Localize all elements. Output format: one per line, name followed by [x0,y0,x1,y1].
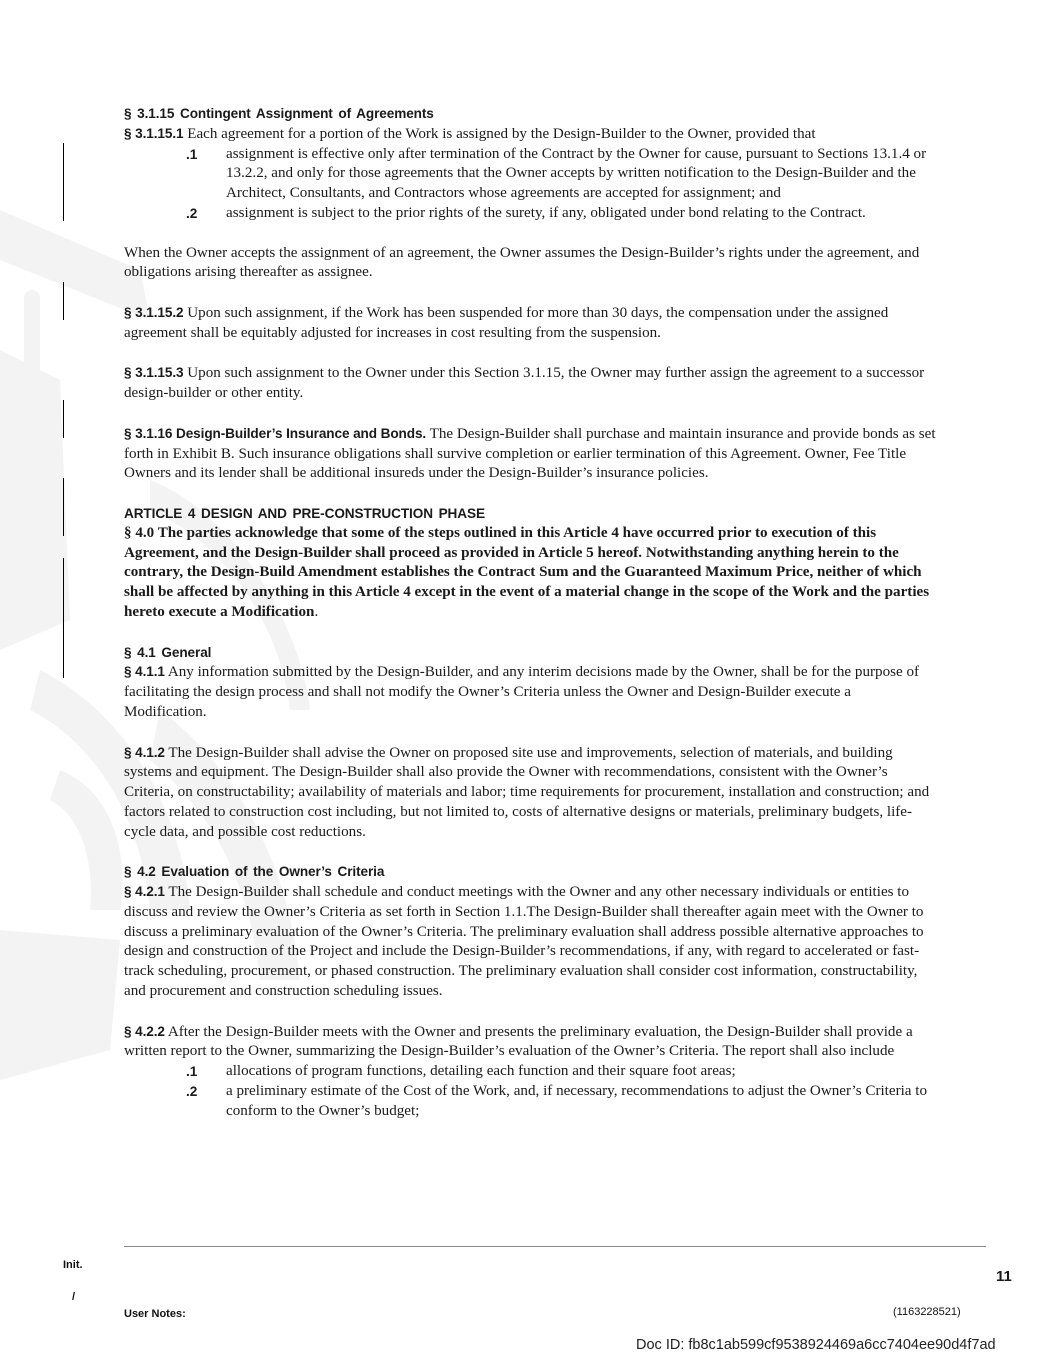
section-number: § 3.1.15.2 [124,304,184,320]
paragraph-3-1-15-1 [124,124,936,145]
section-number: § 4.1.1 [124,664,165,680]
list-number: .2 [186,1084,198,1100]
list-item [124,145,936,204]
article-heading: ARTICLE 4 DESIGN AND PRE-CONSTRUCTION PHASE [124,505,485,521]
reference-number: (1163228521) [893,1306,961,1318]
list-text: assignment is effective only after termination of the Contract by the Owner for cause, pursuant to Sections 13.1.4 or 13.2.2, and only for those agreements that the Owner accepts by written notification to the Design-Builder and the Architect, Consultants, and Contractors whose agreements are accepted for assignment; and [226,145,927,202]
section-number: § 4.1.2 [124,744,165,760]
paragraph-text: Any information submitted by the Design-Builder, and any interim decisions made by the Owner, shall be for the purpose of facilitating the design process and shall not modify the Owner’s Criteria unless the Owner and Design-Builder execute a Modification. [124,664,920,720]
paragraph-text: The Design-Builder shall advise the Owner on proposed site use and improvements, selection of materials, and building systems and equipment. The Design-Builder shall also provide the Owner with recommendations, consistent with the Owner’s Criteria, on constructability; availability of materials and labor; time requirements for procurement, installation and construction; and factors related to construction cost including, but not limited to, costs of alternative designs or materials, preliminary budgets, life-cycle data, and possible cost reductions. [124,744,930,840]
section-number: § 4.2.2 [124,1023,165,1039]
section-number: § 3.1.15.3 [124,365,184,381]
paragraph-4-1-2 [124,743,936,843]
section-heading-3-1-15: § 3.1.15 Contingent Assignment of Agreements [124,106,434,121]
period: . [314,603,319,620]
change-bar [63,282,64,320]
section-heading-3-1-16: § 3.1.16 Design-Builder’s Insurance and Bonds. [124,425,427,441]
paragraph-text: Each agreement for a portion of the Work is assigned by the Design-Builder to the Owner, provided that [183,125,816,142]
doc-id: Doc ID: fb8c1ab599cf9538924469a6cc7404ee90d4f7ad [636,1337,996,1353]
change-bar [63,558,64,678]
paragraph-4-2-1 [124,882,936,1002]
list-item [124,204,936,224]
paragraph-3-1-15-2 [124,303,936,344]
paragraph-text-bold: § 4.0 The parties acknowledge that some of the steps outlined in this Article 4 have occurred prior to execution of this Agreement, and the Design-Builder shall proceed as provided in Article 5 hereof. Notwithstanding anything herein to the contrary, the Design-Build Amendment establishes the Contract Sum and the Guaranteed Maximum Price, neither of which shall be affected by anything in this Article 4 except in the event of a material change in the scope of the Work and the parties hereto execute a Modification [124,524,930,620]
section-heading-4-2: § 4.2 Evaluation of the Owner’s Criteria [124,864,385,880]
init-slash: / [72,1291,76,1303]
paragraph-3-1-15-3 [124,363,936,404]
list-number: .2 [186,205,198,221]
user-notes-label: User Notes: [124,1308,186,1320]
paragraph-4-2-2 [124,1022,936,1063]
paragraph-text: The Design-Builder shall schedule and conduct meetings with the Owner and any other necessary individuals or entities to discuss and review the Owner’s Criteria as set forth in Section 1.1.The Design-Builder shall thereafter again meet with the Owner to discuss a preliminary evaluation of the Owner’s Criteria. The preliminary evaluation shall address possible alternative approaches to design and construction of the Project and include the Design-Builder’s recommendations, if any, with regard to accelerated or fast-track scheduling, procurement, or phased construction. The preliminary evaluation shall consider cost information, constructability, and procurement and construction scheduling issues. [124,884,924,1000]
change-bar [63,478,64,536]
section-number: § 4.2.1 [124,884,165,900]
change-bar [63,143,64,221]
paragraph-4-1-1 [124,662,936,722]
init-label: Init. [63,1259,83,1271]
paragraph-3-1-16 [124,424,936,484]
paragraph-text: Upon such assignment, if the Work has been suspended for more than 30 days, the compensation under the assigned agreement shall be equitably adjusted for increases in cost resulting from the suspension. [124,304,889,341]
list-number: .1 [186,1064,198,1080]
list-text: a preliminary estimate of the Cost of the Work, and, if necessary, recommendations to adjust the Owner’s Criteria to conform to the Owner’s budget; [226,1083,928,1119]
list-text: assignment is subject to the prior rights of the surety, if any, obligated under bond relating to the Contract. [226,204,866,221]
section-heading-4-1: § 4.1 General [124,644,212,660]
page-number: 11 [996,1268,1012,1285]
footer-rule [124,1246,986,1247]
paragraph-text: Upon such assignment to the Owner under this Section 3.1.15, the Owner may further assign the agreement to a successor design-builder or other entity. [124,365,925,402]
document-body [124,104,936,1122]
section-number: § 3.1.15.1 [124,125,184,141]
list-number: .1 [186,146,198,162]
paragraph-assignment-acceptance: When the Owner accepts the assignment of an agreement, the Owner assumes the Design-Builder’s rights under the agreement, and obligations arising thereafter as assignee. [124,244,920,281]
paragraph-text: The Design-Builder shall purchase and maintain insurance and provide bonds as set forth in Exhibit B. Such insurance obligations shall survive completion or earlier termination of this Agreement. Owner, Fee Title Owners and its lender shall be additional insureds under the Design-Builder’s insurance policies. [124,425,936,482]
list-text: allocations of program functions, detailing each function and their square foot areas; [226,1063,736,1080]
list-item [124,1082,936,1122]
list-item [124,1062,936,1082]
change-bar [63,400,64,438]
paragraph-4-0 [124,524,936,623]
paragraph-text: After the Design-Builder meets with the Owner and presents the preliminary evaluation, the Design-Builder shall provide a written report to the Owner, summarizing the Design-Builder’s evaluation of the Owner’s Criteria. The report shall also include [124,1023,913,1060]
